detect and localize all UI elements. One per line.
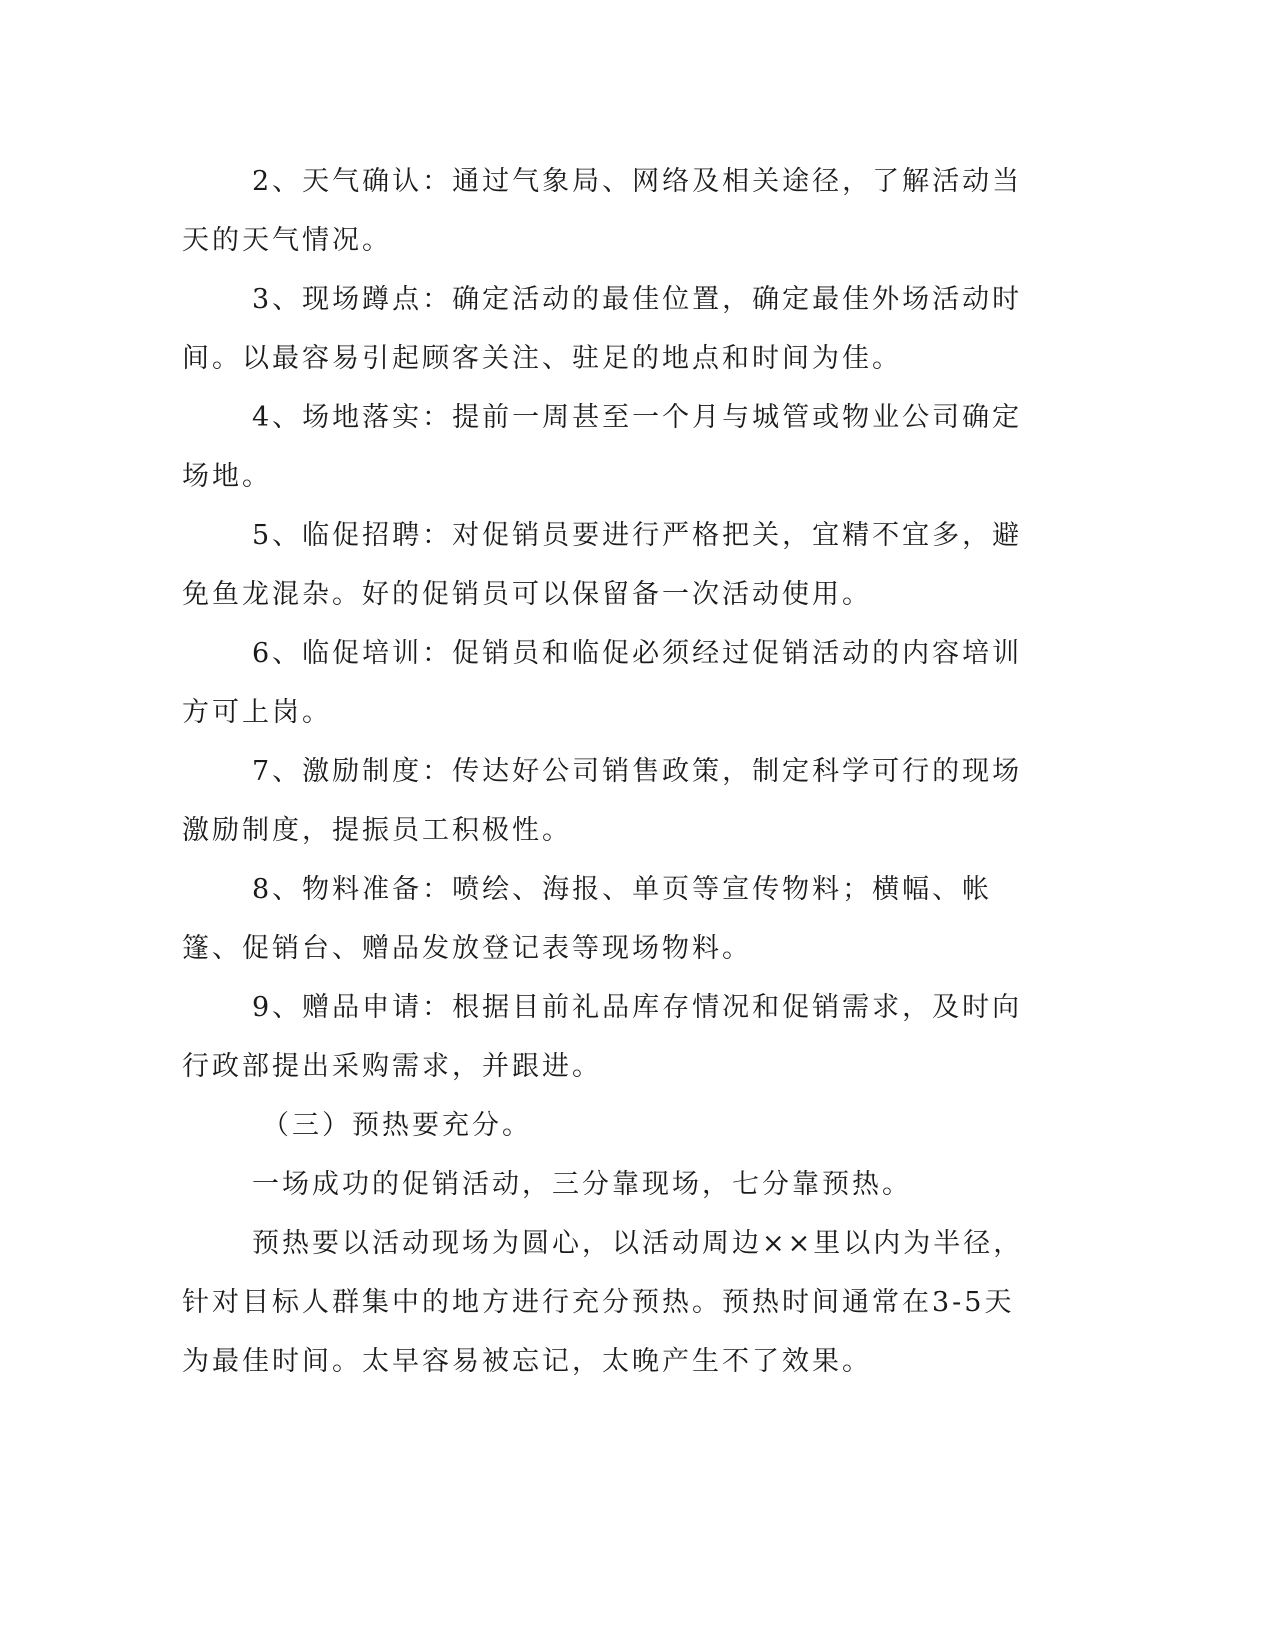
paragraph-temp-staff-training: 6、临促培训：促销员和临促必须经过促销活动的内容培训方可上岗。 [182, 638, 1023, 728]
paragraph-venue-arrangement: 4、场地落实：提前一周甚至一个月与城管或物业公司确定场地。 [182, 402, 1023, 492]
paragraph-weather-check: 2、天气确认：通过气象局、网络及相关途径，了解活动当天的天气情况。 [182, 166, 1023, 256]
paragraph-material-preparation: 8、物料准备：喷绘、海报、单页等宣传物料；横幅、帐篷、促销台、赠品发放登记表等现场物料。 [182, 874, 993, 964]
paragraph-site-survey: 3、现场蹲点：确定活动的最佳位置，确定最佳外场活动时间。以最容易引起顾客关注、驻足的地点和时间为佳。 [182, 284, 1023, 374]
document-body [182, 152, 1042, 1391]
paragraph-warmup-method: 预热要以活动现场为圆心，以活动周边××里以内为半径，针对目标人群集中的地方进行充分预热。预热时间通常在3-5天为最佳时间。太早容易被忘记，太晚产生不了效果。 [182, 1228, 1024, 1377]
paragraph-warmup-importance: 一场成功的促销活动，三分靠现场，七分靠预热。 [252, 1169, 912, 1200]
section-heading-warmup: （三）预热要充分。 [262, 1110, 532, 1141]
paragraph-temp-staff-recruitment: 5、临促招聘：对促销员要进行严格把关，宜精不宜多，避免鱼龙混杂。好的促销员可以保留备一次活动使用。 [182, 520, 1023, 610]
paragraph-incentive-system: 7、激励制度：传达好公司销售政策，制定科学可行的现场激励制度，提振员工积极性。 [182, 756, 1023, 846]
paragraph-gift-application: 9、赠品申请：根据目前礼品库存情况和促销需求，及时向行政部提出采购需求，并跟进。 [182, 992, 1023, 1082]
